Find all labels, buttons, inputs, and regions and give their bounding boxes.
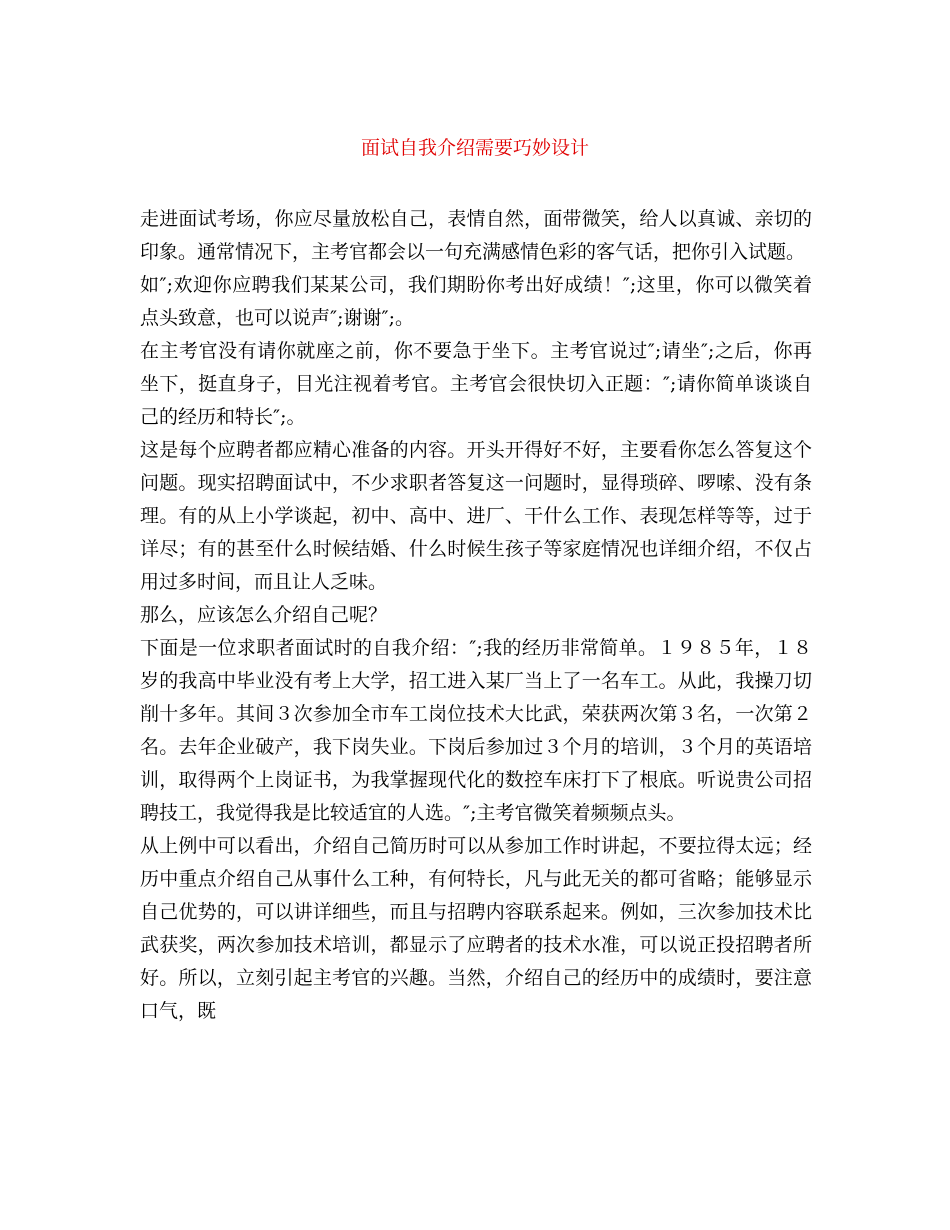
document-title: 面试自我介绍需要巧妙设计 [360, 137, 589, 159]
paragraph: 下面是一位求职者面试时的自我介绍：″;我的经历非常简单。１９８５年，１８岁的我高中毕业没有考上大学，招工进入某厂当上了一名车工。从此，我操刀切削十多年。其间３次参加全市车工岗位技术大比武，荣获两次第３名，一次第２名。去年企业破产，我下岗失业。下岗后参加过３个月的培训，３个月的英语培训，取得两个上岗证书，为我掌握现代化的数控车床打下了根底。听说贵公司招聘技工，我觉得我是比较适宜的人选。″;主考官微笑着频频点头。 [140, 637, 812, 824]
document-body [140, 203, 812, 1028]
paragraph: 在主考官没有请你就座之前，你不要急于坐下。主考官说过″;请坐″;之后，你再坐下，挺直身子，目光注视着考官。主考官会很快切入正题：″;请你简单谈谈自己的经历和特长″;。 [140, 340, 812, 428]
paragraph: 如″;欢迎你应聘我们某某公司，我们期盼你考出好成绩！″;这里，你可以微笑着点头致意，也可以说声″;谢谢″;。 [140, 274, 812, 329]
paragraph: 那么，应该怎么介绍自己呢？ [140, 604, 388, 626]
paragraph: 走进面试考场，你应尽量放松自己，表情自然，面带微笑，给人以真诚、亲切的印象。通常情况下，主考官都会以一句充满感情色彩的客气话，把你引入试题。 [140, 208, 812, 263]
paragraph: 从上例中可以看出，介绍自己简历时可以从参加工作时讲起，不要拉得太远；经历中重点介绍自己从事什么工种，有何特长，凡与此无关的都可省略；能够显示自己优势的，可以讲详细些，而且与招聘内容联系起来。例如，三次参加技术比武获奖，两次参加技术培训，都显示了应聘者的技术水准，可以说正投招聘者所好。所以，立刻引起主考官的兴趣。当然，介绍自己的经历中的成绩时，要注意口气，既 [140, 835, 812, 1022]
paragraph: 这是每个应聘者都应精心准备的内容。开头开得好不好，主要看你怎么答复这个问题。现实招聘面试中，不少求职者答复这一问题时，显得琐碎、啰嗦、没有条理。有的从上小学谈起，初中、高中、进厂、干什么工作、表现怎样等等，过于详尽；有的甚至什么时候结婚、什么时候生孩子等家庭情况也详细介绍，不仅占用过多时间，而且让人乏味。 [140, 439, 812, 593]
